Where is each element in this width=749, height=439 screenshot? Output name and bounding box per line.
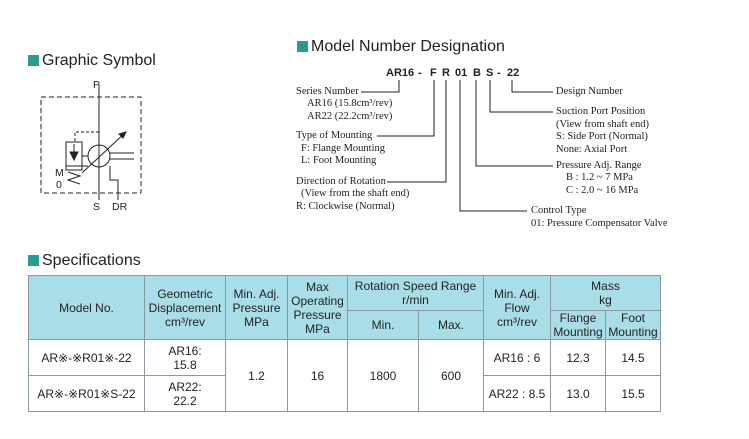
cell-foot: 15.5 [606, 376, 661, 412]
table-row [29, 340, 661, 376]
cell-displacement: AR16: 15.8 [145, 340, 226, 376]
model-designation-heading: Model Number Designation [297, 38, 505, 56]
control-type-title: Control Type [531, 205, 587, 216]
header-foot-mounting: Foot Mounting [606, 311, 661, 340]
rotation-title: Direction of Rotation [296, 176, 386, 187]
header-min-pressure: Min. Adj. Pressure MPa [226, 276, 288, 340]
header-max-pressure: Max Operating Pressure MPa [288, 276, 348, 340]
cell-flange: 13.0 [551, 376, 606, 412]
header-min-flow: Min. Adj. Flow cm³/rev [484, 276, 551, 340]
pressure-range-option: C : 2.0 ~ 16 MPa [566, 185, 639, 196]
cell-displacement: AR22: 22.2 [145, 376, 226, 412]
zero-label: 0 [56, 179, 62, 191]
series-option: AR22 (22.2cm³/rev) [307, 111, 393, 122]
pressure-range-title: Pressure Adj. Range [556, 160, 642, 171]
cell-max-pressure: 16 [288, 340, 348, 412]
suction-port-note: (View from shaft end) [556, 119, 649, 130]
cell-min-pressure: 1.2 [226, 340, 288, 412]
mounting-title: Type of Mounting [296, 130, 373, 141]
header-rot-max: Max. [419, 311, 484, 340]
header-model: Model No. [29, 276, 145, 340]
cell-flange: 12.3 [551, 340, 606, 376]
mounting-option: F: Flange Mounting [301, 143, 386, 154]
m-label: M [55, 167, 64, 179]
rotation-option: R: Clockwise (Normal) [296, 201, 395, 212]
series-option: AR16 (15.8cm³/rev) [307, 98, 393, 109]
specifications-table [28, 275, 661, 412]
header-mass: Mass kg [551, 276, 661, 311]
pressure-range-option: B : 1.2 ~ 7 MPa [566, 172, 633, 183]
cell-rot-max: 600 [419, 340, 484, 412]
cell-foot: 14.5 [606, 340, 661, 376]
header-rot-min: Min. [348, 311, 419, 340]
cell-model: AR※-※R01※S-22 [29, 376, 145, 412]
section-square-icon [28, 255, 39, 266]
header-displacement: Geometric Displacement cm³/rev [145, 276, 226, 340]
port-p-label: P [93, 79, 101, 91]
cell-flow: AR16 : 6 [484, 340, 551, 376]
suction-port-option: S: Side Port (Normal) [556, 131, 648, 142]
suction-port-title: Suction Port Position [556, 106, 646, 117]
specifications-heading: Specifications [28, 252, 141, 270]
cell-flow: AR22 : 8.5 [484, 376, 551, 412]
rotation-note: (View from the shaft end) [301, 188, 410, 199]
header-rotation-speed: Rotation Speed Range r/min [348, 276, 484, 311]
design-number-title: Design Number [556, 86, 623, 97]
header-flange-mounting: Flange Mounting [551, 311, 606, 340]
suction-port-option: None: Axial Port [556, 144, 628, 155]
graphic-symbol-heading: Graphic Symbol [28, 52, 156, 70]
port-s-label: S [93, 201, 101, 213]
port-dr-label: DR [112, 201, 128, 213]
control-type-option: 01: Pressure Compensator Valve [531, 218, 668, 229]
mounting-option: L: Foot Mounting [301, 155, 377, 166]
cell-model: AR※-※R01※-22 [29, 340, 145, 376]
series-number-title: Series Number [296, 86, 359, 97]
cell-rot-min: 1800 [348, 340, 419, 412]
